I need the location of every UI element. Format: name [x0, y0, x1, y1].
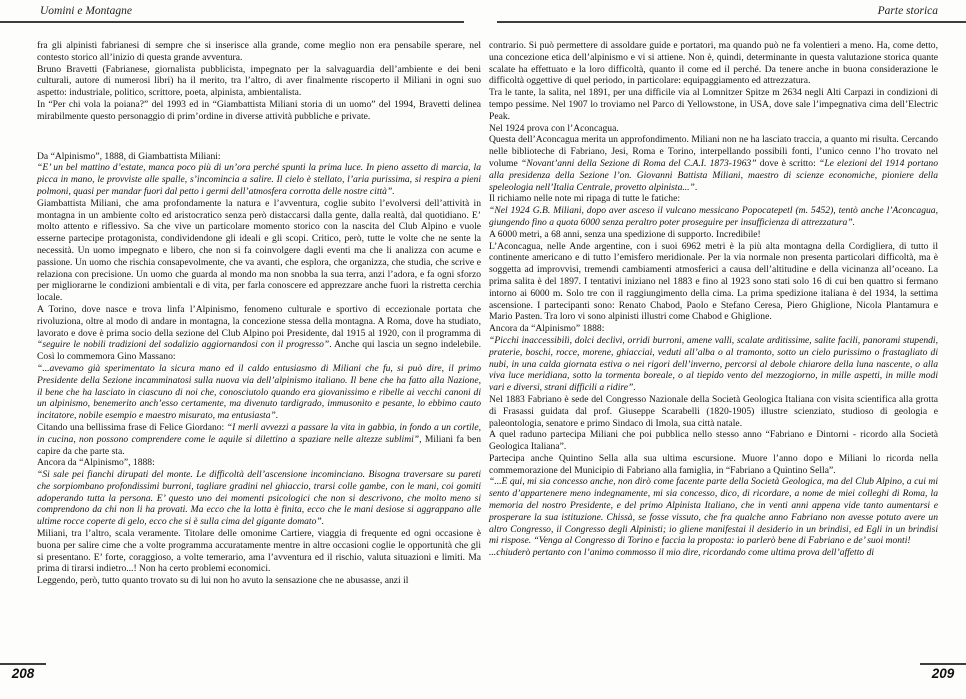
- paragraph: [489, 134, 938, 193]
- paragraph: [37, 363, 481, 422]
- running-header-right: Parte storica: [877, 5, 938, 17]
- text-segment: Citando una bellissima frase di Felice Giordano:: [37, 421, 227, 433]
- text-segment: Giambattista Miliani, che ama profondamente la natura e l’avventura, coglie subito l’evolversi dell’attività in montagna in un ambiente colto ed aristocratico senza però distaccarsi dalla gente, dalla realtà, dal quotidiano. E’ molto attento e riflessivo. Sa che vive un particolare momento storico con la nascita del Club Alpino e vuole esserne partecipe protagonista, condividendone gli ideali e gli scopi. Critico, però, tutte le volte che ne sente la necessità. Un uomo impegnato e libero, che non si fa coinvolgere dagli eventi ma che li analizza con acume e passione. Un uomo che rischia consapevolmente, che va avanti, che esplora, che organizza, che studia, che scrive e relaziona con precisione. Un uomo che guarda al mondo ma non snobba la sua terra, anzi l’adora, e fa ogni sforzo per migliorarne le condizioni ambientali e di vita, per farla conoscere ed apprezzare anche fuori la ristretta cerchia locale.: [37, 197, 481, 304]
- text-segment: In “Per chi vola la poiana?” del 1993 ed in “Giambattista Miliani storia di un uomo” del 1994, Bravetti delinea mirabilmente questo personaggio di prim’ordine in diverse attività pubbliche e private.: [37, 98, 481, 122]
- paragraph: [489, 40, 938, 87]
- italic-text-segment: “E’ un bel mattino d’estate, manca poco più di un’ora perché spunti la prima luce. In pieno assetto di marcia, la picca in mano, le provviste alle spalle, s’incomincia a salire. Il cielo è stellato, l’aria purissima, si respira a pieni polmoni, quasi per mandar fuori dal petto i germi dell’atmosfera corrotta delle nostre città”.: [37, 162, 481, 197]
- italic-text-segment: “seguire le nobili tradizioni del sodalizio aggiornandosi con il progresso”: [37, 339, 330, 351]
- italic-text-segment: “Picchi inaccessibili, dolci declivi, orridi burroni, amene valli, scalate arditissime, salite facili, panorami stupendi, praterie, boschi, rocce, morene, ghiacciai, veduti all’alba o al tramonto, sotto un cielo purissimo o frastagliato di nubi, in una calda giornata estiva o nei rigori dell’inverno, percorsi al debole chiarore della luna nascente, o alla viva luce meridiana, sotto la tormenta boreale, o al tiepido vento del mezzogiorno, in mille aspetti, in mille modi vari e diversi, strani difficili a ridire”.: [489, 334, 938, 394]
- page-number-right: [920, 663, 966, 681]
- page-number-left: [0, 663, 46, 681]
- paragraph: [37, 575, 481, 587]
- italic-text-segment: “Le elezioni del 1914 portano alla presidenza della Sezione l’on. Giovanni Battista Miliani, maestro di scienze economiche, pioniere della speleologia nell’Italia Centrale, provetto alpinista...”: [489, 157, 938, 193]
- paragraph: [489, 241, 938, 324]
- left-page-text: [37, 40, 481, 587]
- paragraph: [37, 469, 481, 528]
- paragraph: [37, 422, 481, 457]
- italic-text-segment: “Nel 1924 G.B. Miliani, dopo aver asceso il vulcano messicano Popocatepetl (m. 5452), tentò anche l’Aconcagua, giungendo fino a quota 6000 senza peraltro poter proseguire per insufficienza di attrezzatura”.: [489, 205, 938, 228]
- header-rule-right: [497, 21, 966, 23]
- paragraph: [489, 547, 938, 559]
- text-segment: Nel 1924 prova con l’Aconcagua.: [489, 122, 619, 134]
- paragraph: [37, 40, 481, 64]
- text-segment: A quel raduno partecipa Miliani che poi pubblica nello stesso anno “Fabriano e Dintorni - ricordo alla Società Geologica Italiana”.: [489, 429, 938, 453]
- text-segment: Tra le tante, la salita, nel 1891, per una difficile via al Lomnitzer Spitze m 2634 negli Alti Carpazi in condizioni di tempo pessime. Nel 1907 lo troviamo nel Parco di Yellowstone, in USA, dove sale l’impegnativa cima dell’Electric Peak.: [489, 87, 938, 122]
- italic-text-segment: “...avevamo già sperimentato la sicura mano ed il caldo entusiasmo di Miliani che fu, si può dire, il primo Presidente della Sezione incamminatosi sulla nuova via dell’alpinismo italiano. Il bene che ha fatto alla Nazione, il bene che ha lasciato in ciascuno di noi che, conosciutolo quando era giovanissimo e ribelle ai vecchi canoni di un alpinismo, benemerito anch’esso certamente, ma divenuto tardigrado, immusonito e pesante, lo ebbimo cauto incitatore, nobile esempio e maestro misurato, ma entusiasta”.: [37, 362, 481, 422]
- page-number-left-value: 208: [11, 666, 35, 681]
- text-segment: L’Aconcagua, nelle Ande argentine, con i suoi 6962 metri è la più alta montagna della Cordigliera, di tutto il continente americano e di tutto l’emisfero meridionale. Per la via normale non presenta particolari difficoltà, ma è soggetta ad improvvisi, tremendi cambiamenti atmosferici a causa dell’altitudine e della vicinanza all’oceano. La prima salita è del 1897. I tentativi iniziano nel 1883 e fino al 1923 sono stati solo 16 di cui ben quattro si fermano intorno ai 6000 m. Solo tre con il raggiungimento della cima. La prima spedizione italiana è del 1934, la settima ascensione. I partecipanti sono: Renato Chabod, Paolo e Stefano Ceresa, Piero Ghiglione, Nicola Plantamura e Mario Pasten. Tra loro vi sono alpinisti illustri come Chabod e Ghiglione.: [489, 240, 938, 323]
- paragraph: [37, 99, 481, 123]
- paragraph: [489, 453, 938, 477]
- italic-text-segment: “...E qui, mi sia concesso anche, non dirò come facente parte della Società Geologica, ma del Club Alpino, a cui mi sento d’appartenere meno indegnamente, mi sia concesso, dico, di ricordare, a nome de miei colleghi di Roma, la memoria del nostro Presidente, e del primo Alpinista Italiano, che in venti anni appena vide tanto aumentarsi e prosperare la sua istituzione. Chissà, se fosse vissuto, che fra qualche anno Fabriano non avesse potuto avere un altro Congresso, il Congresso degli Alpinisti; io gliene manifestai il desiderio in un brindisi, ed Egli in un brindisi mi rispose. “Venga al Congresso di Torino e faccia la proposta: io parlerò bene di Fabriano e de’ suoi monti!: [489, 476, 938, 547]
- paragraph: [489, 205, 938, 229]
- running-header-left: Uomini e Montagne: [40, 5, 132, 17]
- paragraph: [37, 64, 481, 99]
- text-segment: . Anche qui lascia un segno indelebile. Così lo commemora Gino Massano:: [37, 339, 481, 363]
- paragraph: [489, 193, 938, 205]
- text-segment: Ancora da “Alpinismo” 1888:: [489, 323, 605, 335]
- paragraph: [489, 394, 938, 429]
- paragraph: [37, 528, 481, 575]
- text-segment: Partecipa anche Quintino Sella alla sua ultima escursione. Muore l’anno dopo e Miliani lo ricorda nella commemorazione del Municipio di Fabriano alla famiglia, in “Fabriano a Quintino Sella”.: [489, 452, 938, 476]
- text-segment: Bruno Bravetti (Fabrianese, giornalista pubblicista, impegnato per la salvaguardia dell’ambiente e dei beni culturali, autore di numerosi libri) ha il merito, tra l’altro, di aver finalmente riscoperto il Miliani in ogni suo aspetto: industriale, politico, scrittore, poeta, alpinista, ambientalista.: [37, 63, 481, 99]
- paragraph: [489, 229, 938, 241]
- text-segment: dove è scritto:: [756, 157, 820, 169]
- text-segment: A Torino, dove nasce e trova linfa l’Alpinismo, fenomeno culturale e sportivo di eccezionale portata che rivoluziona, oltre al modo di andare in montagna, la concezione stessa della montagna. A Roma, dove ha studiato, lavorato e dove è prima socio della sezione del Club Alpino poi Presidente, dal 1915 al 1920, con il programma di: [37, 303, 481, 339]
- paragraph: [37, 198, 481, 304]
- text-segment: Il richiamo nelle note mi ripaga di tutte le fatiche:: [489, 193, 681, 205]
- text-segment: , Miliani fa ben capire da che parte sta.: [37, 433, 481, 457]
- header-rule-left: [0, 21, 464, 23]
- paragraph: [37, 457, 481, 469]
- paragraph: [489, 429, 938, 453]
- text-segment: contrario. Si può permettere di assoldare guide e portatori, ma quando può ne fa volentieri a meno. Ha, come detto, una concezione etica dell’alpinismo e vi si attiene. Non è, quindi, determinante in questa valutazione storica quante scalate ha effettuato e la loro difficoltà, quanto il come ed il perché. Da tenere anche in buona considerazione le difficoltà oggettive di quel periodo, in particolare: equipaggiamento ed attrezzatura.: [489, 40, 938, 87]
- paragraph: [489, 323, 938, 335]
- text-segment: .: [694, 181, 698, 193]
- text-segment: A 6000 metri, a 68 anni, senza una spedizione di supporto. Incredibile!: [489, 228, 761, 240]
- paragraph: [489, 476, 938, 547]
- text-segment: Leggendo, però, tutto quanto trovato su di lui non ho avuto la sensazione che ne abusasse, anzi il: [37, 575, 409, 587]
- paragraph: [37, 151, 481, 163]
- paragraph: [37, 304, 481, 363]
- paragraph: [489, 87, 938, 122]
- italic-text-segment: “Novant’anni della Sezione di Roma del C.A.I. 1873-1963”: [521, 157, 757, 169]
- page-number-right-value: 209: [931, 666, 955, 681]
- text-segment: Nel 1883 Fabriano è sede del Congresso Nazionale della Società Geologica Italiana con visita scientifica alla grotta di Frasassi guidata dal prof. Giuseppe Scarabelli (1820-1905) illustre scienziato, studioso di geologia e paleontologia, senatore e primo Sindaco di Imola, sua città natale.: [489, 393, 938, 429]
- italic-text-segment: ...chiuderò pertanto con l’animo commosso il mio dire, ricordando come ultima prova dell’affetto di: [489, 547, 875, 559]
- italic-text-segment: “I merli avvezzi a passare la vita in gabbia, in fondo a un cortile, in cucina, non possono comprendere come le aquile si dilettino a spaziare nelle altezze sublimi”: [37, 421, 481, 445]
- right-page-text: [489, 40, 938, 559]
- italic-text-segment: “Si sale pei fianchi dirupati del monte. Le difficoltà dell’ascensione incominciano. Bisogna traversare su pareti che sorpiombano profondissimi burroni, tagliare gradini nel ghiaccio, trarsi colle gambe, con le mani, coi gomiti adoperando tutta la persona. E’ questo uno dei momenti psicologici che non si descrivono, che molto meno si comprendono da chi non li ha provati. Ma ecco che la lotta è finita, ecco che le mani desiose si aggrappano alle ultime rocce coperte di gelo, ecco che si è sulla cima del gigante domato”.: [37, 469, 481, 528]
- paragraph: [489, 335, 938, 394]
- text-segment: Questa dell’Aconcagua merita un approfondimento. Miliani non ne ha lasciato traccia, a quanto mi risulta. Cercando nelle biblioteche di Fabriano, Jesi, Roma e Torino, interpellando possibili fonti, l’unico cenno l’ho trovato nel volume: [489, 134, 938, 169]
- text-segment: Miliani, tra l’altro, scala veramente. Titolare delle omonime Cartiere, viaggia di frequente ed ogni occasione è buona per salire cime che a volte programma accuratamente mentre in altre occasioni coglie le opportunità che gli si presentano. E’ forte, coraggioso, a volte temerario, ama l’avventura ed il rischio, valuta situazioni e limiti. Ma prima di tirarsi indietro...! Non ha certo problemi economici.: [37, 528, 481, 575]
- text-segment: fra gli alpinisti fabrianesi di sempre che si inserisce alla grande, come meglio non era pensabile sperare, nel contesto storico all’inizio di questa grande avventura.: [37, 40, 481, 63]
- text-segment: Da “Alpinismo”, 1888, di Giambattista Miliani:: [37, 150, 221, 162]
- text-segment: Ancora da “Alpinismo”, 1888:: [37, 457, 155, 469]
- paragraph: [37, 162, 481, 197]
- paragraph: [489, 123, 938, 135]
